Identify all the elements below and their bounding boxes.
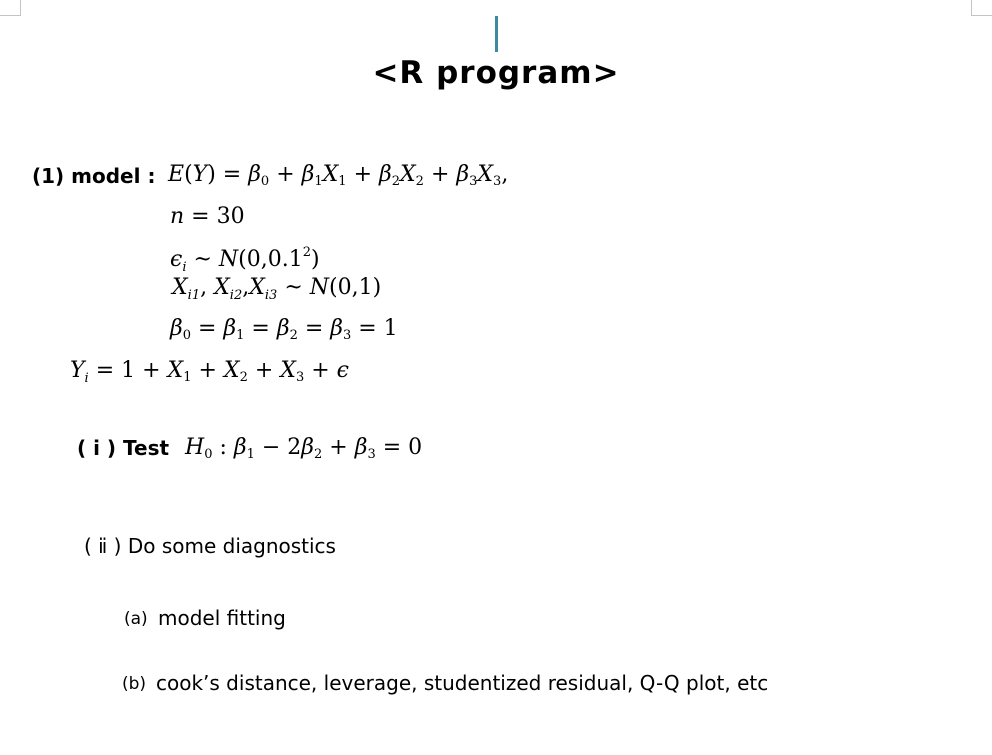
test-label: ( i ) Test: [77, 436, 170, 460]
text-cursor: [495, 16, 498, 52]
diagnostics-label: ( ⅱ ) Do some diagnostics: [84, 534, 336, 558]
beta-values: $\beta_0 = \beta_1 = \beta_2 = \beta_3 = 1$: [170, 316, 398, 343]
model-label: (1) model :: [32, 164, 156, 188]
x-distribution: $X_{i1}$, $X_{i2},X_{i3}$ ~ N(0,1): [172, 275, 382, 303]
model-equation: $E(Y) = \beta_0 + \beta_1X_1 + \beta_2X_2 + \beta_3X_3$,: [168, 162, 509, 189]
item-b-text: cook’s distance, leverage, studentized residual, Q-Q plot, etc: [156, 671, 769, 695]
item-b-marker: (b): [122, 674, 147, 694]
crop-mark-top-right: [971, 0, 992, 16]
crop-mark-top-left: [0, 0, 21, 16]
item-a-marker: (a): [124, 609, 148, 629]
item-a-text: model fitting: [158, 606, 286, 630]
test-hypothesis: $H_0$ : $\beta_1 - 2\beta_2 + \beta_3 = 0$: [185, 435, 423, 462]
error-distribution: $\epsilon_i$ ~ N(0,0.1$^2$): [170, 245, 320, 275]
sample-size: n = 30: [170, 204, 245, 229]
y-equation: $Y_i = 1 + X_1 + X_2 + X_3 + \epsilon$: [70, 358, 349, 386]
page-title: <R program>: [372, 55, 620, 91]
